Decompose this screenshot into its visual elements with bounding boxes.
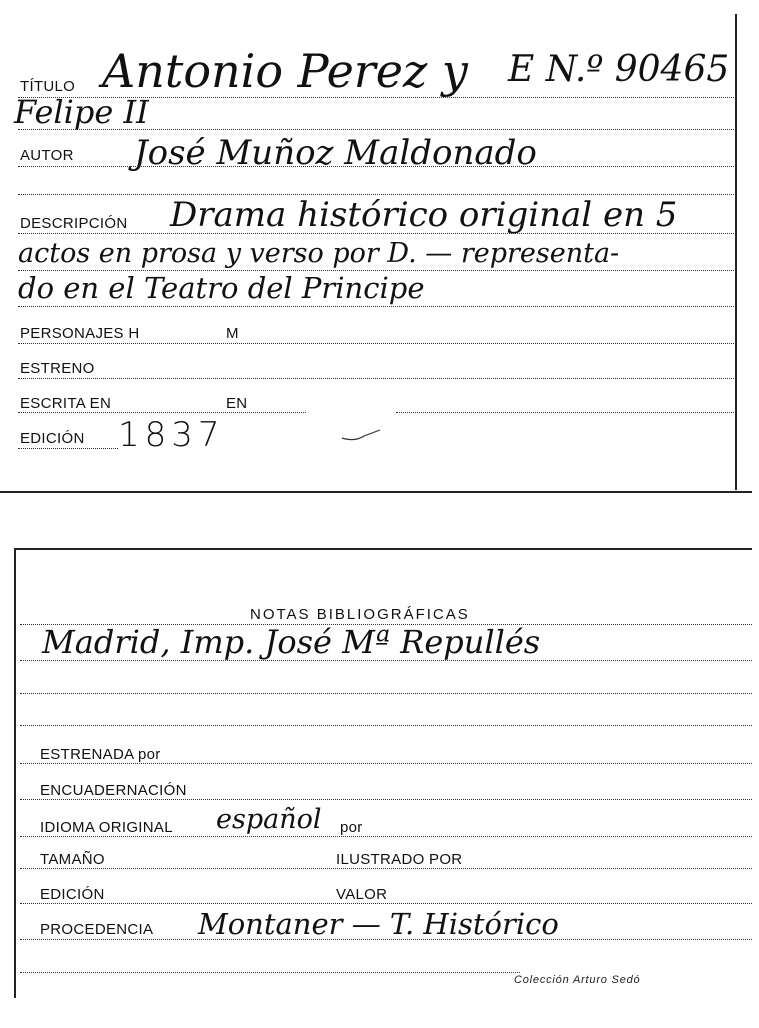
rule: [18, 166, 734, 167]
estrenada-label: ESTRENADA por: [40, 746, 161, 763]
rule: [20, 972, 520, 973]
collection-note: Colección Arturo Sedó: [514, 974, 641, 986]
rule: [20, 799, 752, 800]
card-bottom-edge: [0, 491, 752, 493]
idioma-label: IDIOMA ORIGINAL: [40, 819, 173, 836]
valor-label: VALOR: [336, 886, 388, 903]
descripcion-line-1: Drama histórico original en 5: [170, 195, 678, 235]
tamano-label: TAMAÑO: [40, 851, 105, 868]
rule: [396, 412, 734, 413]
notas-title: NOTAS BIBLIOGRÁFICAS: [250, 606, 470, 623]
card-top-edge: [14, 548, 752, 550]
rule: [20, 763, 752, 764]
rule: [18, 448, 118, 449]
rule: [20, 725, 752, 726]
edicion-label: EDICIÓN: [20, 430, 85, 447]
rule: [18, 233, 734, 234]
descripcion-line-2: actos en prosa y verso por D. — representa-: [18, 238, 620, 269]
edicion-value: 1837: [118, 415, 225, 455]
rule: [20, 903, 752, 904]
titulo-value: Antonio Perez y: [102, 44, 468, 98]
personajes-label: PERSONAJES H: [20, 325, 140, 342]
escrita-label: ESCRITA EN: [20, 395, 112, 412]
notas-value: Madrid, Imp. José Mª Repullés: [42, 623, 541, 661]
personajes-m-label: M: [226, 325, 239, 342]
rule: [18, 378, 734, 379]
rule: [18, 412, 306, 413]
idioma-por-label: por: [340, 819, 363, 836]
titulo-label: TÍTULO: [20, 78, 76, 95]
edicion-label: EDICIÓN: [40, 886, 105, 903]
descripcion-line-3: do en el Teatro del Principe: [18, 271, 425, 305]
rule: [18, 343, 734, 344]
rule: [20, 939, 752, 940]
rule: [20, 868, 752, 869]
card-right-edge: [735, 14, 737, 490]
rule: [20, 693, 752, 694]
catalog-number: E N.º 90465: [508, 49, 730, 90]
escrita-en-label: EN: [226, 395, 248, 412]
autor-label: AUTOR: [20, 147, 74, 164]
titulo-value-continued: Felipe II: [14, 93, 149, 131]
autor-value: José Muñoz Maldonado: [134, 133, 537, 173]
procedencia-label: PROCEDENCIA: [40, 921, 154, 938]
rule: [18, 129, 734, 130]
catalog-card-bottom: [0, 540, 759, 1028]
catalog-card-top: [0, 0, 759, 500]
procedencia-value: Montaner — T. Histórico: [198, 907, 559, 941]
idioma-value: español: [216, 804, 322, 835]
rule: [20, 836, 752, 837]
rule: [18, 306, 734, 307]
encuadernacion-label: ENCUADERNACIÓN: [40, 782, 187, 799]
pen-mark: [340, 428, 385, 444]
ilustrado-label: ILUSTRADO POR: [336, 851, 463, 868]
estreno-label: ESTRENO: [20, 360, 95, 377]
descripcion-label: DESCRIPCIÓN: [20, 215, 128, 232]
card-left-edge: [14, 548, 16, 998]
rule: [20, 660, 752, 661]
